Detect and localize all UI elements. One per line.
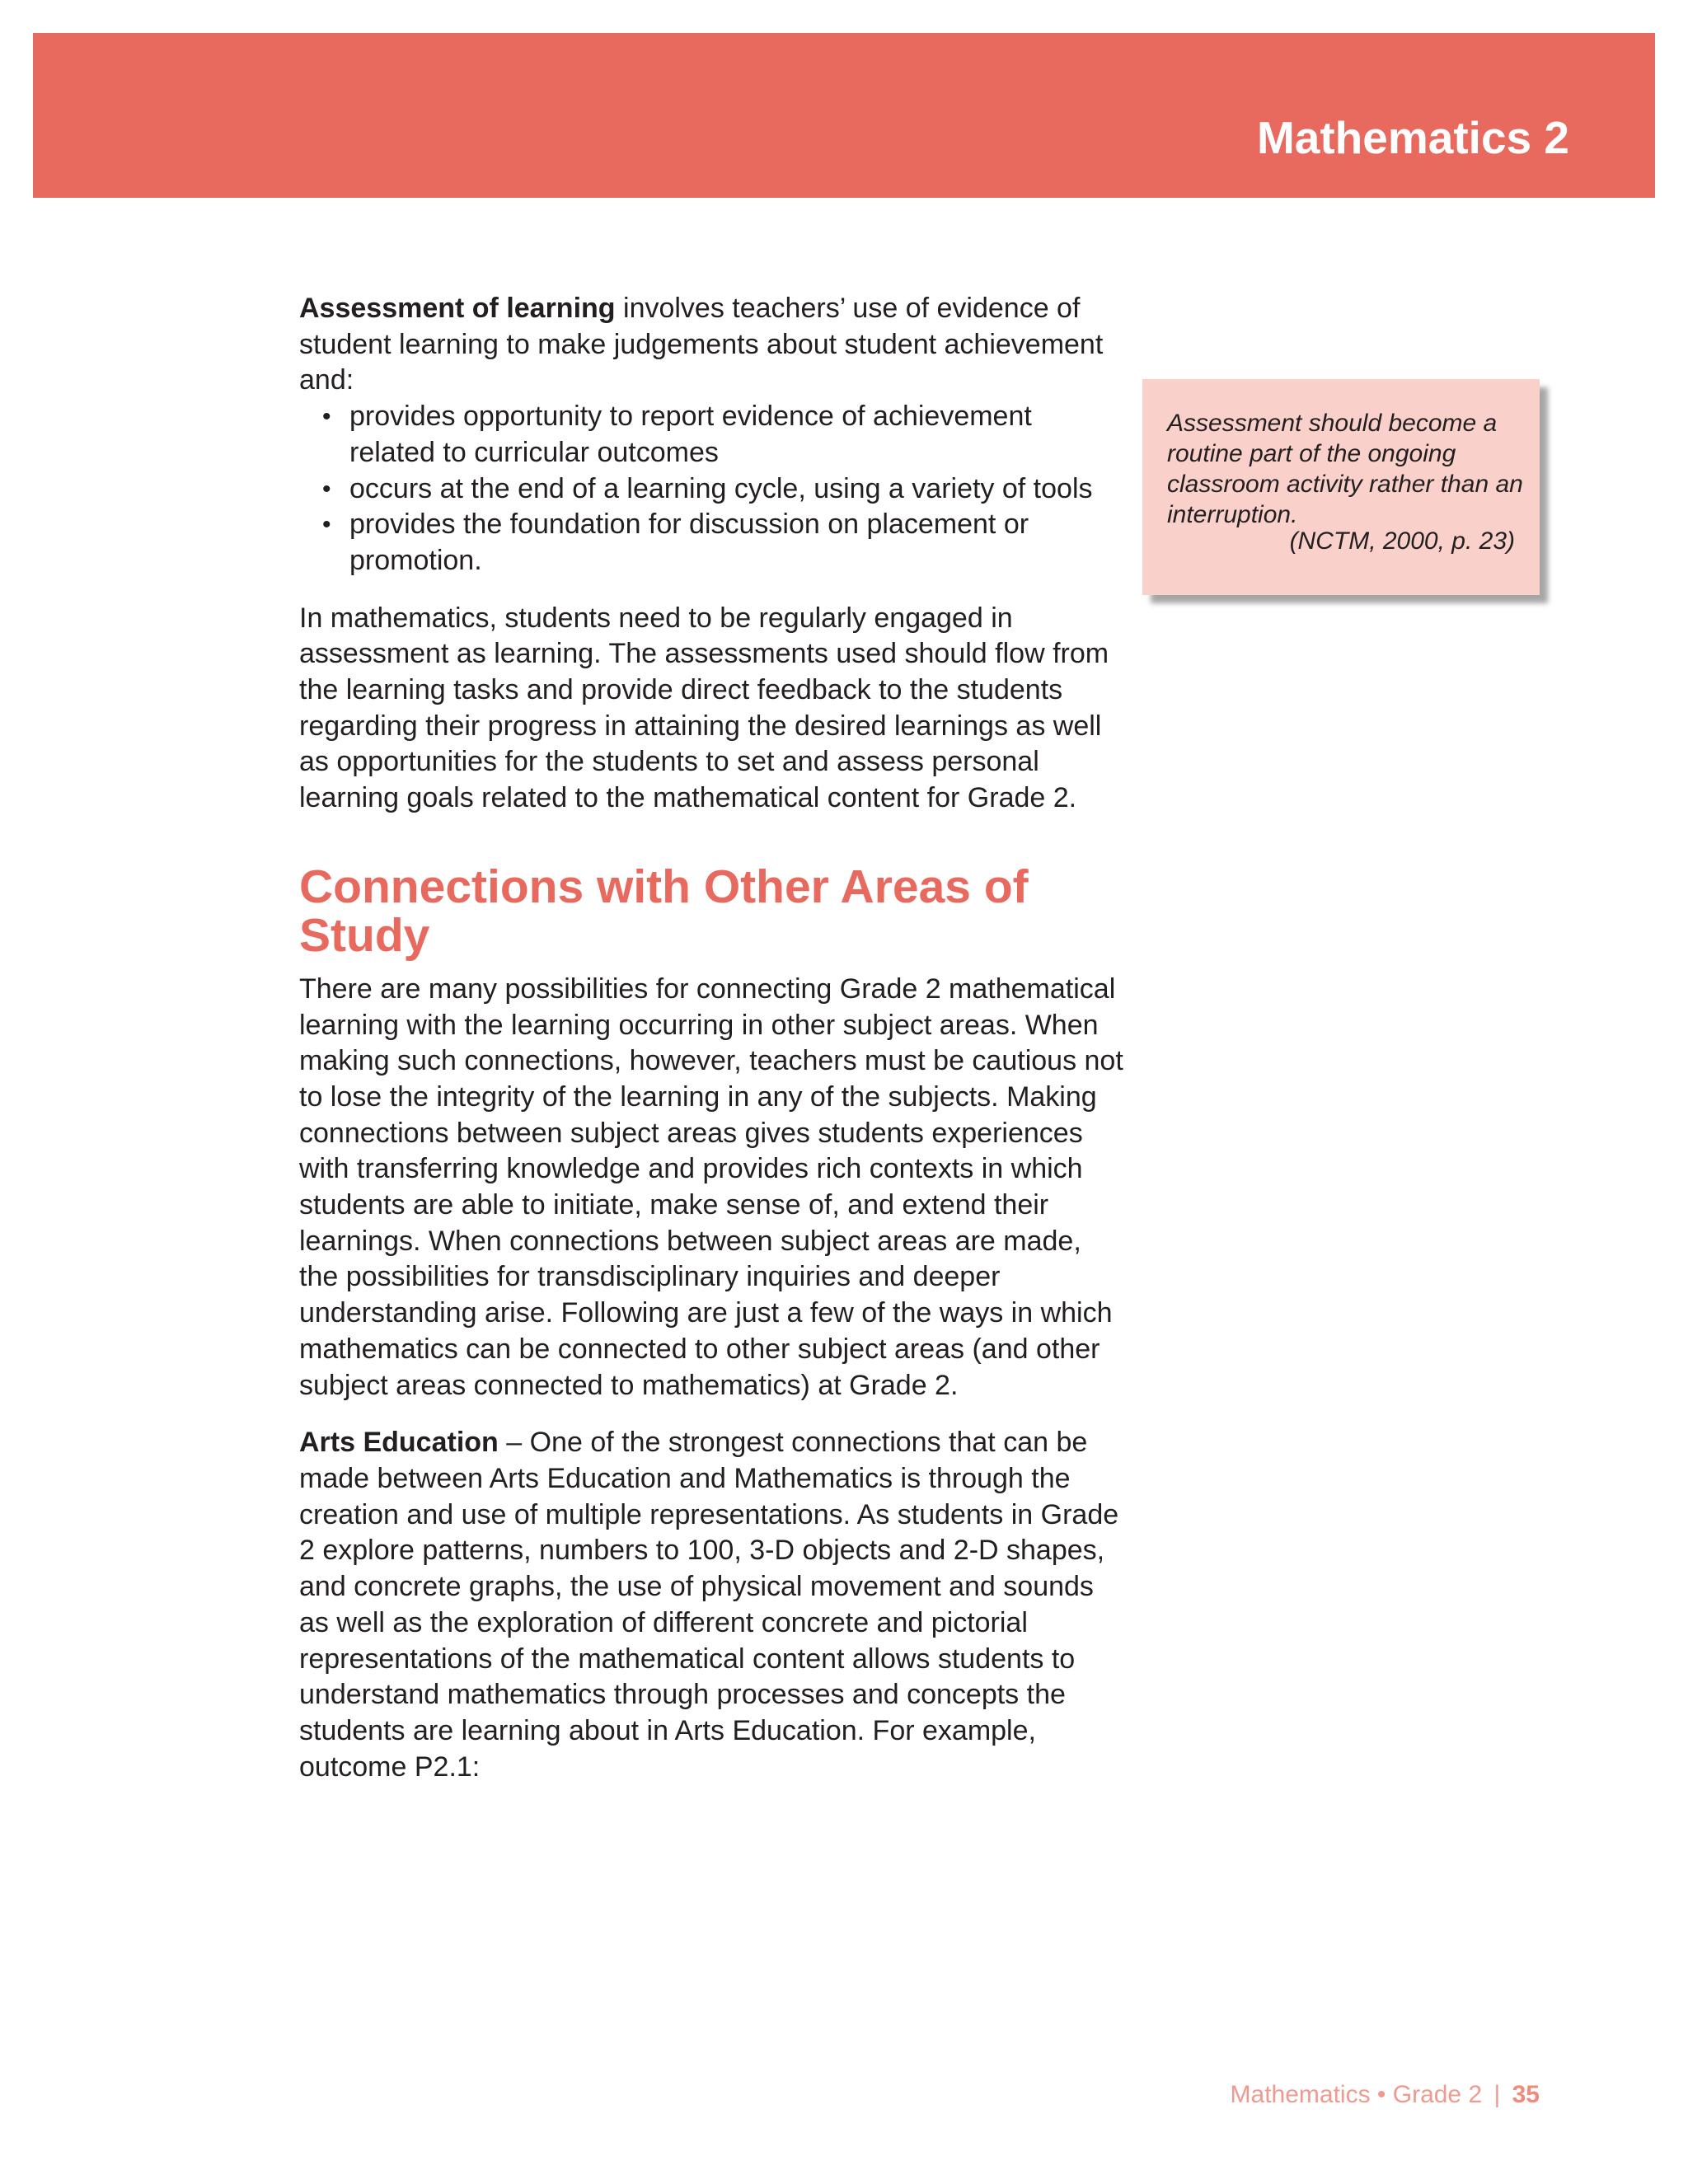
assessment-bullet-list <box>299 399 1123 579</box>
page-footer <box>1231 2080 1540 2110</box>
arts-education-paragraph <box>299 1425 1123 1785</box>
footer-label: Mathematics • Grade 2 <box>1230 2081 1483 2108</box>
connections-paragraph: There are many possibilities for connecting Grade 2 mathematical learning with the learning occurring in other subject areas. When making such connections, however, teachers must be cautious not to lose the integrity of the learning in any of the subjects. Making connections between subject areas gives students experiences with transferring knowledge and provides rich contexts in which students are able to initiate, make sense of, and extend their learnings. When connections between subject areas are made, the possibilities for transdisciplinary inquiries and deeper understanding arise. Following are just a few of the ways in which mathematics can be connected to other subject areas (and other subject areas connected to mathematics) at Grade 2. <box>299 972 1123 1401</box>
section-heading-connections: Connections with Other Areas of Study <box>299 860 1029 962</box>
sidebar-quote-citation: (NCTM, 2000, p. 23) <box>1289 527 1515 555</box>
sidebar-quote-text: Assessment should become a routine part of the ongoing classroom activity rather than an interruption. <box>1167 410 1523 528</box>
page-number: 35 <box>1512 2081 1540 2108</box>
assessment-lead-term: Assessment of learning <box>299 293 616 324</box>
main-column <box>299 291 1123 1785</box>
list-item: • occurs at the end of a learning cycle, using a variety of tools <box>349 471 1123 508</box>
assessment-intro <box>299 291 1123 399</box>
footer-separator: | <box>1493 2081 1501 2108</box>
assessment-lead-text: involves teachers’ use of evidence of student learning to make judgements about student achievement and: <box>299 293 1104 396</box>
list-item: • provides the foundation for discussion on placement or promotion. <box>349 507 1123 579</box>
list-item: • provides opportunity to report evidence of achievement related to curricular outcomes <box>349 399 1123 471</box>
arts-education-term: Arts Education <box>299 1427 499 1459</box>
assessment-paragraph: In mathematics, students need to be regularly engaged in assessment as learning. The assessments used should flow from the learning tasks and provide direct feedback to the students regarding their progress in attaining the desired learnings as well as opportunities for the students to set and assess personal learning goals related to the mathematical content for Grade 2. <box>299 602 1109 814</box>
page-title: Mathematics 2 <box>1256 112 1569 163</box>
arts-education-text: – One of the strongest connections that can be made between Arts Education and Mathematics is through the creation and use of multiple representations. As students in Grade 2 explore patterns, numbers to 100, 3-D objects and 2-D shapes, and concrete graphs, the use of physical movement and sounds as well as the exploration of different concrete and pictorial representations of the mathematical content allows students to understand mathematics through processes and concepts the students are learning about in Arts Education. For example, outcome P2.1: <box>299 1427 1119 1783</box>
sidebar-quote-box <box>1142 379 1540 595</box>
